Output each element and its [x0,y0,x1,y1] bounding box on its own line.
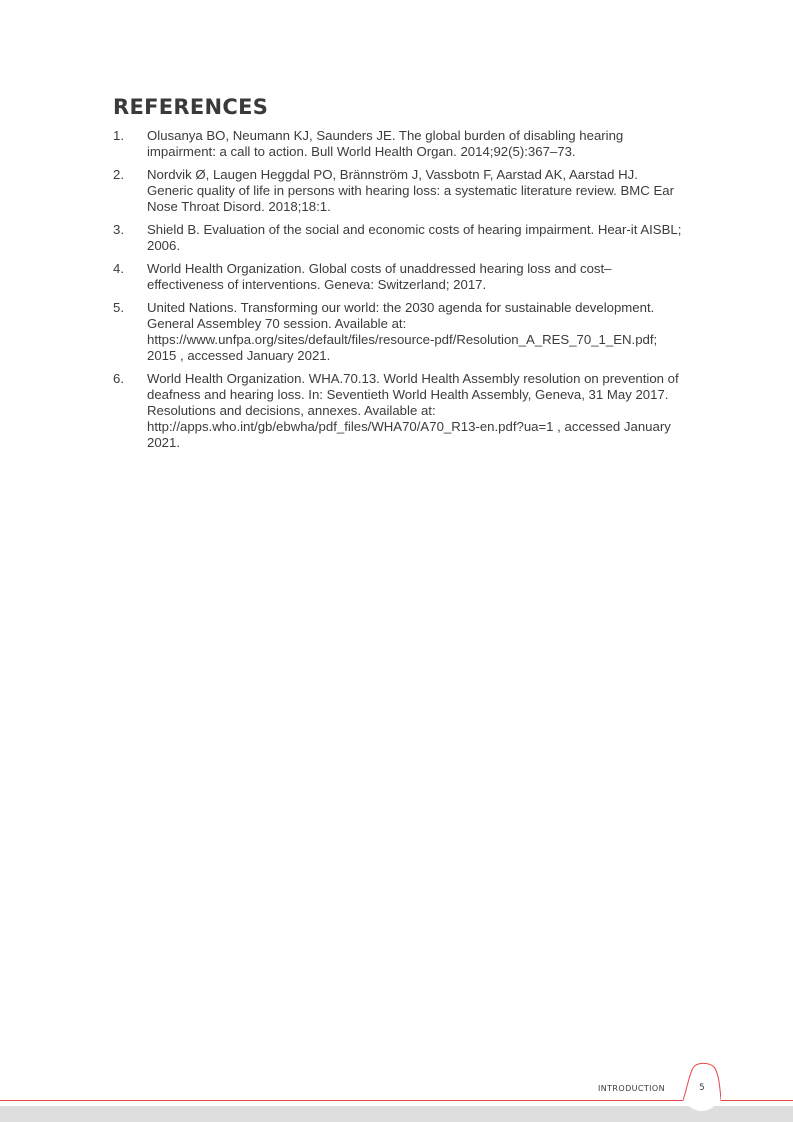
page-title: REFERENCES [113,95,269,119]
reference-item [113,167,683,215]
reference-number: 5. [113,300,124,315]
footer-section-label: INTRODUCTION [598,1084,666,1093]
reference-number: 6. [113,371,124,386]
reference-text: World Health Organization. WHA.70.13. World Health Assembly resolution on prevention of deafness and hearing loss. In: Seventieth World Health Assembly, Geneva, 31 May 2017. Resolutions and decisions, annexes. Available at: http://apps.who.int/gb/ebwha/pdf_files/WHA70/A70_R13-en.pdf?ua=1 , accessed January 2021. [147,371,679,450]
reference-list [113,128,683,458]
reference-text: Shield B. Evaluation of the social and economic costs of hearing impairment. Hear-it AISBL; 2006. [147,222,682,253]
footer-divider [0,1100,793,1101]
footer-band [0,1106,793,1122]
reference-number: 2. [113,167,124,182]
reference-item [113,300,683,364]
reference-number: 4. [113,261,124,276]
reference-number: 3. [113,222,124,237]
reference-text: United Nations. Transforming our world: the 2030 agenda for sustainable development. General Assembley 70 session. Available at: https://www.unfpa.org/sites/default/files/resource-pdf/Resolution_A_RES_70_1_EN.pdf; 2015 , accessed January 2021. [147,300,658,363]
reference-item [113,128,683,160]
reference-item [113,371,683,451]
reference-item [113,222,683,254]
page-number: 5 [699,1083,705,1093]
reference-text: World Health Organization. Global costs of unaddressed hearing loss and cost–effectiveness of interventions. Geneva: Switzerland; 2017. [147,261,612,292]
reference-text: Nordvik Ø, Laugen Heggdal PO, Brännström J, Vassbotn F, Aarstad AK, Aarstad HJ. Generic quality of life in persons with hearing loss: a systematic literature review. BMC Ear Nose Throat Disord. 2018;18:1. [147,167,674,214]
reference-text: Olusanya BO, Neumann KJ, Saunders JE. The global burden of disabling hearing impairment: a call to action. Bull World Health Organ. 2014;92(5):367–73. [147,128,624,159]
reference-number: 1. [113,128,124,143]
reference-item [113,261,683,293]
